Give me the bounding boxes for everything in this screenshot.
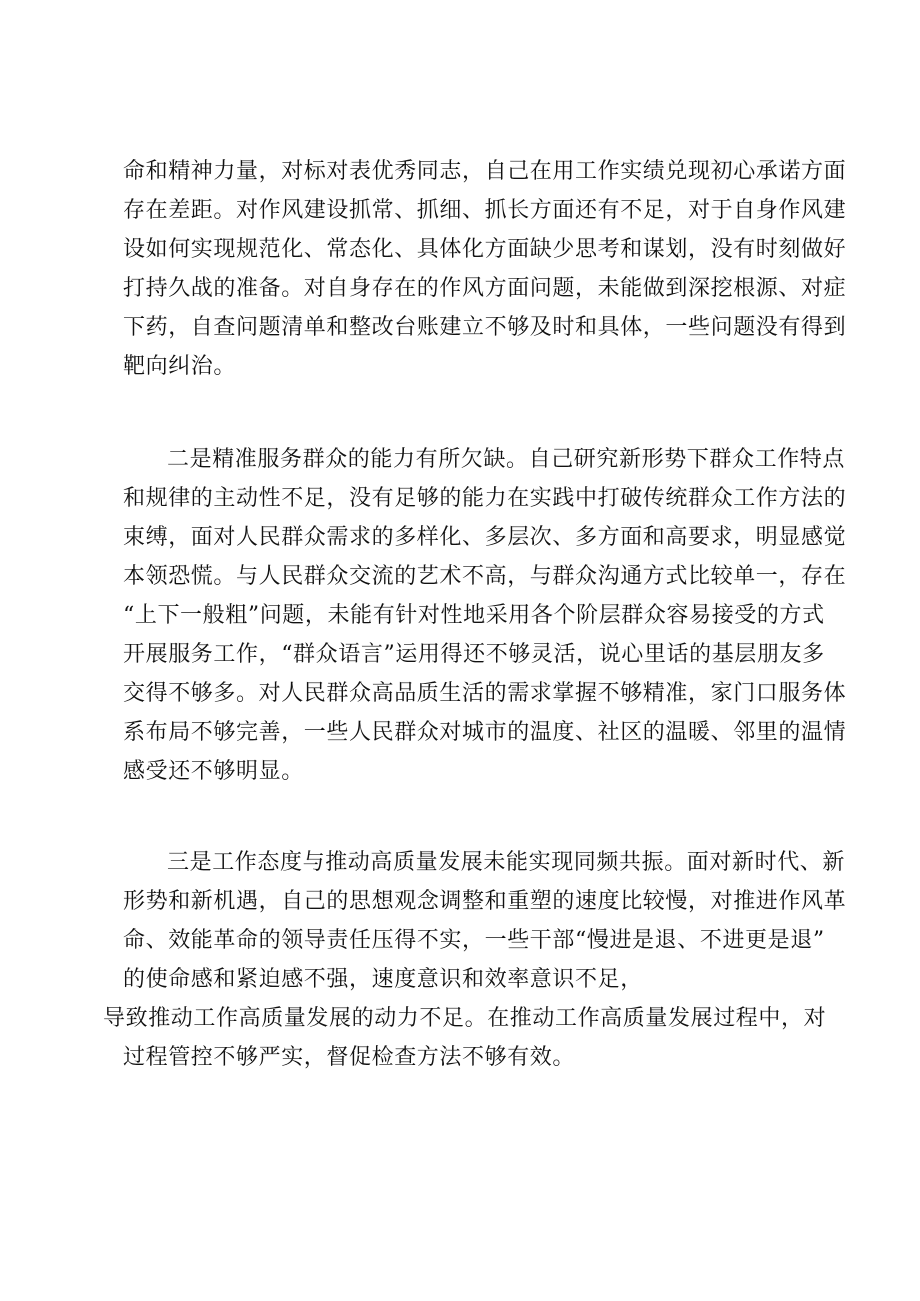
- paragraph-line: 二是精准服务群众的能力有所欠缺。自己研究新形势下群众工作特点: [167, 447, 846, 472]
- paragraph-line: 系布局不够完善，一些人民群众对城市的温度、社区的温暖、邻里的温情: [123, 720, 847, 745]
- paragraph-1: [123, 152, 847, 386]
- paragraph-line: 存在差距。对作风建设抓常、抓细、抓长方面还有不足，对于自身作风建: [123, 198, 847, 223]
- paragraph-line: 下药，自查问题清单和整改台账建立不够及时和具体，一些问题没有得到: [123, 315, 847, 340]
- paragraph-line: 开展服务工作，“群众语言”运用得还不够灵活，说心里话的基层朋友多: [123, 642, 825, 667]
- paragraph-line: “上下一般粗”问题，未能有针对性地采用各个阶层群众容易接受的方式: [123, 603, 825, 628]
- paragraph-line: 三是工作态度与推动高质量发展未能实现同频共振。面对新时代、新: [167, 850, 846, 875]
- paragraph-line: 设如何实现规范化、常态化、具体化方面缺少思考和谋划，没有时刻做好: [123, 237, 847, 262]
- paragraph-3: [103, 843, 847, 1077]
- paragraph-line: 靶向纠治。: [123, 354, 237, 379]
- paragraph-line: 导致推动工作高质量发展的动力不足。在推动工作高质量发展过程中，对: [103, 1006, 827, 1031]
- paragraph-line: 本领恐慌。与人民群众交流的艺术不高，与群众沟通方式比较单一，存在: [123, 564, 847, 589]
- paragraph-line: 命和精神力量，对标对表优秀同志，自己在用工作实绩兑现初心承诺方面: [123, 159, 847, 184]
- paragraph-line: 形势和新机遇，自己的思想观念调整和重塑的速度比较慢，对推进作风革: [123, 889, 847, 914]
- paragraph-line: 过程管控不够严实，督促检查方法不够有效。: [123, 1045, 576, 1070]
- paragraph-line: 的使命感和紧迫感不强，速度意识和效率意识不足，: [123, 967, 643, 992]
- paragraph-line: 打持久战的准备。对自身存在的作风方面问题，未能做到深挖根源、对症: [123, 276, 847, 301]
- paragraph-line: 交得不够多。对人民群众高品质生活的需求掌握不够精准，家门口服务体: [123, 681, 847, 706]
- paragraph-line: 和规律的主动性不足，没有足够的能力在实践中打破传统群众工作方法的: [123, 486, 847, 511]
- paragraph-line: 感受还不够明显。: [123, 759, 304, 784]
- paragraph-2: [123, 440, 847, 791]
- paragraph-line: 命、效能革命的领导责任压得不实，一些干部“慢进是退、不进更是退”: [123, 928, 825, 953]
- paragraph-line: 束缚，面对人民群众需求的多样化、多层次、多方面和高要求，明显感觉: [123, 525, 847, 550]
